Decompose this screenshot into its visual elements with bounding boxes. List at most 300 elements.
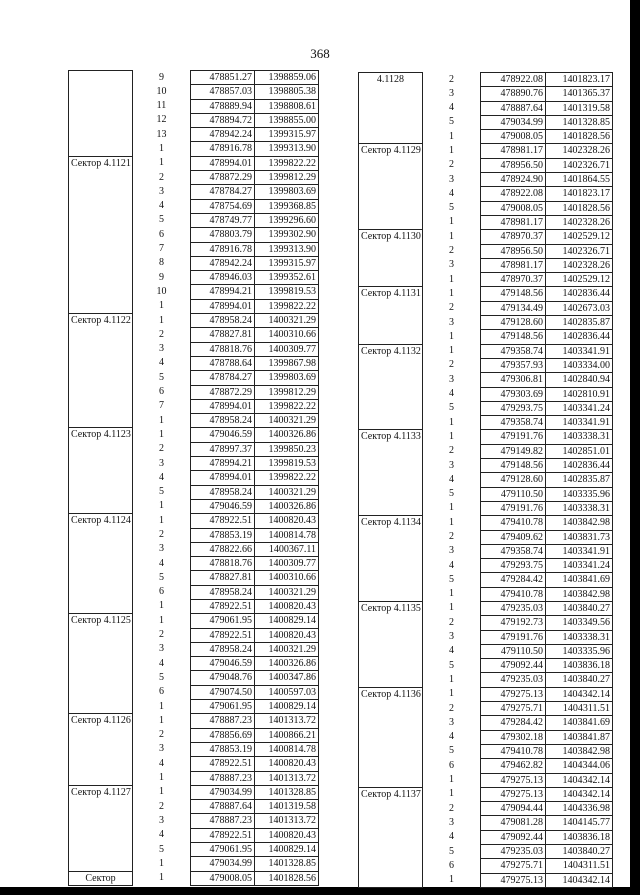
point-number: 6 bbox=[423, 759, 481, 773]
table-row bbox=[69, 71, 319, 85]
y-coordinate: 1403341.91 bbox=[546, 544, 613, 558]
point-number: 1 bbox=[423, 330, 481, 344]
point-number: 2 bbox=[423, 702, 481, 716]
x-coordinate: 479410.78 bbox=[481, 587, 546, 601]
point-number: 1 bbox=[133, 299, 191, 313]
page-number: 368 bbox=[310, 46, 330, 61]
point-number: 1 bbox=[133, 714, 191, 728]
y-coordinate: 1401328.85 bbox=[255, 857, 319, 871]
x-coordinate: 479046.59 bbox=[191, 428, 255, 442]
sector-label: Сектор 4.1124 bbox=[69, 514, 133, 614]
point-number: 1 bbox=[133, 414, 191, 428]
y-coordinate: 1399315.97 bbox=[255, 128, 319, 142]
point-number: 2 bbox=[423, 73, 481, 87]
y-coordinate: 1401313.72 bbox=[255, 814, 319, 828]
point-number: 4 bbox=[423, 101, 481, 115]
y-coordinate: 1403338.31 bbox=[546, 430, 613, 444]
x-coordinate: 479110.50 bbox=[481, 487, 546, 501]
y-coordinate: 1399822.22 bbox=[255, 399, 319, 413]
x-coordinate: 479235.03 bbox=[481, 601, 546, 615]
point-number: 2 bbox=[133, 171, 191, 185]
y-coordinate: 1404342.14 bbox=[546, 787, 613, 801]
y-coordinate: 1400597.03 bbox=[255, 685, 319, 699]
point-number: 4 bbox=[423, 730, 481, 744]
y-coordinate: 1399850.23 bbox=[255, 442, 319, 456]
x-coordinate: 478958.24 bbox=[191, 585, 255, 599]
y-coordinate: 1402840.94 bbox=[546, 373, 613, 387]
x-coordinate: 478822.66 bbox=[191, 542, 255, 556]
x-coordinate: 479094.44 bbox=[481, 802, 546, 816]
point-number: 3 bbox=[133, 642, 191, 656]
point-number: 1 bbox=[133, 871, 191, 885]
table-row bbox=[69, 156, 319, 170]
point-number: 1 bbox=[423, 501, 481, 515]
x-coordinate: 479148.56 bbox=[481, 330, 546, 344]
x-coordinate: 478924.90 bbox=[481, 173, 546, 187]
x-coordinate: 479034.99 bbox=[481, 115, 546, 129]
x-coordinate: 479046.59 bbox=[191, 499, 255, 513]
y-coordinate: 1403335.96 bbox=[546, 487, 613, 501]
point-number: 1 bbox=[133, 499, 191, 513]
x-coordinate: 478851.27 bbox=[191, 71, 255, 85]
point-number: 2 bbox=[423, 158, 481, 172]
x-coordinate: 479191.76 bbox=[481, 501, 546, 515]
point-number: 11 bbox=[133, 99, 191, 113]
y-coordinate: 1404342.14 bbox=[546, 873, 613, 887]
point-number: 2 bbox=[423, 244, 481, 258]
x-coordinate: 478942.24 bbox=[191, 256, 255, 270]
y-coordinate: 1401828.56 bbox=[546, 130, 613, 144]
x-coordinate: 479061.95 bbox=[191, 614, 255, 628]
point-number: 1 bbox=[423, 687, 481, 701]
point-number: 1 bbox=[423, 673, 481, 687]
x-coordinate: 478981.17 bbox=[481, 258, 546, 272]
point-number: 1 bbox=[133, 614, 191, 628]
x-coordinate: 479284.42 bbox=[481, 716, 546, 730]
point-number: 3 bbox=[133, 742, 191, 756]
x-coordinate: 479192.73 bbox=[481, 616, 546, 630]
y-coordinate: 1400814.78 bbox=[255, 742, 319, 756]
y-coordinate: 1400820.43 bbox=[255, 828, 319, 842]
y-coordinate: 1400321.29 bbox=[255, 414, 319, 428]
x-coordinate: 478970.37 bbox=[481, 230, 546, 244]
point-number: 1 bbox=[423, 587, 481, 601]
y-coordinate: 1403341.24 bbox=[546, 401, 613, 415]
y-coordinate: 1400321.29 bbox=[255, 585, 319, 599]
point-number: 2 bbox=[133, 800, 191, 814]
point-number: 4 bbox=[133, 471, 191, 485]
point-number: 4 bbox=[133, 199, 191, 213]
point-number: 5 bbox=[423, 201, 481, 215]
y-coordinate: 1402326.71 bbox=[546, 158, 613, 172]
y-coordinate: 1400820.43 bbox=[255, 599, 319, 613]
point-number: 1 bbox=[423, 873, 481, 887]
point-number: 5 bbox=[133, 843, 191, 857]
x-coordinate: 478818.76 bbox=[191, 342, 255, 356]
point-number: 5 bbox=[423, 401, 481, 415]
point-number: 1 bbox=[423, 516, 481, 530]
y-coordinate: 1403841.69 bbox=[546, 573, 613, 587]
y-coordinate: 1400829.14 bbox=[255, 614, 319, 628]
point-number: 3 bbox=[423, 459, 481, 473]
x-coordinate: 478994.21 bbox=[191, 457, 255, 471]
x-coordinate: 478922.51 bbox=[191, 628, 255, 642]
sector-label bbox=[69, 71, 133, 157]
point-number: 4 bbox=[423, 644, 481, 658]
x-coordinate: 478946.03 bbox=[191, 271, 255, 285]
y-coordinate: 1402836.44 bbox=[546, 330, 613, 344]
point-number: 2 bbox=[133, 442, 191, 456]
x-coordinate: 478856.69 bbox=[191, 728, 255, 742]
x-coordinate: 479306.81 bbox=[481, 373, 546, 387]
y-coordinate: 1400310.66 bbox=[255, 328, 319, 342]
x-coordinate: 479358.74 bbox=[481, 344, 546, 358]
point-number: 2 bbox=[133, 328, 191, 342]
point-number: 2 bbox=[423, 530, 481, 544]
y-coordinate: 1399368.85 bbox=[255, 199, 319, 213]
sector-label: Сектор 4.1125 bbox=[69, 614, 133, 714]
y-coordinate: 1402835.87 bbox=[546, 316, 613, 330]
x-coordinate: 479048.76 bbox=[191, 671, 255, 685]
point-number: 5 bbox=[423, 659, 481, 673]
point-number: 1 bbox=[133, 314, 191, 328]
x-coordinate: 479358.74 bbox=[481, 416, 546, 430]
point-number: 10 bbox=[133, 85, 191, 99]
x-coordinate: 479061.95 bbox=[191, 700, 255, 714]
point-number: 7 bbox=[133, 399, 191, 413]
point-number: 2 bbox=[423, 301, 481, 315]
x-coordinate: 479128.60 bbox=[481, 316, 546, 330]
y-coordinate: 1401328.85 bbox=[255, 785, 319, 799]
table-row bbox=[69, 614, 319, 628]
x-coordinate: 478981.17 bbox=[481, 215, 546, 229]
point-number: 1 bbox=[423, 287, 481, 301]
y-coordinate: 1403349.56 bbox=[546, 616, 613, 630]
y-coordinate: 1402851.01 bbox=[546, 444, 613, 458]
point-number: 1 bbox=[423, 144, 481, 158]
x-coordinate: 478922.51 bbox=[191, 757, 255, 771]
y-coordinate: 1403840.27 bbox=[546, 845, 613, 859]
sector-label: 4.1128 bbox=[359, 73, 423, 144]
x-coordinate: 478827.81 bbox=[191, 571, 255, 585]
y-coordinate: 1400820.43 bbox=[255, 628, 319, 642]
x-coordinate: 478872.29 bbox=[191, 385, 255, 399]
y-coordinate: 1398855.00 bbox=[255, 113, 319, 127]
x-coordinate: 478889.94 bbox=[191, 99, 255, 113]
point-number: 4 bbox=[133, 356, 191, 370]
sector-label: Сектор 4.1131 bbox=[359, 287, 423, 344]
x-coordinate: 478887.23 bbox=[191, 714, 255, 728]
x-coordinate: 478942.24 bbox=[191, 128, 255, 142]
x-coordinate: 478887.64 bbox=[481, 101, 546, 115]
y-coordinate: 1399867.98 bbox=[255, 356, 319, 370]
point-number: 3 bbox=[423, 630, 481, 644]
point-number: 6 bbox=[133, 585, 191, 599]
x-coordinate: 479275.71 bbox=[481, 859, 546, 873]
y-coordinate: 1401828.56 bbox=[546, 201, 613, 215]
x-coordinate: 478784.27 bbox=[191, 371, 255, 385]
y-coordinate: 1401313.72 bbox=[255, 714, 319, 728]
x-coordinate: 478916.78 bbox=[191, 142, 255, 156]
point-number: 5 bbox=[423, 573, 481, 587]
x-coordinate: 478754.69 bbox=[191, 199, 255, 213]
point-number: 2 bbox=[133, 728, 191, 742]
y-coordinate: 1400367.11 bbox=[255, 542, 319, 556]
table-row bbox=[69, 428, 319, 442]
x-coordinate: 479092.44 bbox=[481, 830, 546, 844]
y-coordinate: 1403836.18 bbox=[546, 659, 613, 673]
x-coordinate: 479092.44 bbox=[481, 659, 546, 673]
point-number: 5 bbox=[423, 845, 481, 859]
point-number: 1 bbox=[423, 601, 481, 615]
point-number: 2 bbox=[423, 444, 481, 458]
y-coordinate: 1404145.77 bbox=[546, 816, 613, 830]
point-number: 3 bbox=[423, 716, 481, 730]
y-coordinate: 1402836.44 bbox=[546, 459, 613, 473]
x-coordinate: 479191.76 bbox=[481, 430, 546, 444]
sector-label: Сектор bbox=[69, 871, 133, 885]
y-coordinate: 1401823.17 bbox=[546, 73, 613, 87]
y-coordinate: 1402529.12 bbox=[546, 230, 613, 244]
y-coordinate: 1401365.37 bbox=[546, 87, 613, 101]
point-number: 4 bbox=[423, 559, 481, 573]
point-number: 1 bbox=[423, 344, 481, 358]
x-coordinate: 478922.51 bbox=[191, 828, 255, 842]
y-coordinate: 1402328.26 bbox=[546, 144, 613, 158]
point-number: 1 bbox=[423, 230, 481, 244]
x-coordinate: 479275.13 bbox=[481, 773, 546, 787]
x-coordinate: 478853.19 bbox=[191, 528, 255, 542]
x-coordinate: 478887.64 bbox=[191, 800, 255, 814]
point-number: 3 bbox=[423, 373, 481, 387]
point-number: 2 bbox=[423, 358, 481, 372]
x-coordinate: 479110.50 bbox=[481, 644, 546, 658]
y-coordinate: 1403840.27 bbox=[546, 673, 613, 687]
x-coordinate: 478922.08 bbox=[481, 187, 546, 201]
x-coordinate: 479148.56 bbox=[481, 459, 546, 473]
point-number: 1 bbox=[133, 857, 191, 871]
point-number: 1 bbox=[133, 428, 191, 442]
y-coordinate: 1404344.06 bbox=[546, 759, 613, 773]
y-coordinate: 1400310.66 bbox=[255, 571, 319, 585]
y-coordinate: 1400321.29 bbox=[255, 642, 319, 656]
x-coordinate: 478818.76 bbox=[191, 557, 255, 571]
point-number: 6 bbox=[133, 385, 191, 399]
x-coordinate: 478994.01 bbox=[191, 399, 255, 413]
y-coordinate: 1402326.71 bbox=[546, 244, 613, 258]
sector-label: Сектор 4.1133 bbox=[359, 430, 423, 516]
y-coordinate: 1401313.72 bbox=[255, 771, 319, 785]
x-coordinate: 479284.42 bbox=[481, 573, 546, 587]
x-coordinate: 478994.21 bbox=[191, 285, 255, 299]
x-coordinate: 478788.64 bbox=[191, 356, 255, 370]
x-coordinate: 479074.50 bbox=[191, 685, 255, 699]
y-coordinate: 1399296.60 bbox=[255, 213, 319, 227]
point-number: 1 bbox=[423, 430, 481, 444]
x-coordinate: 479008.05 bbox=[481, 201, 546, 215]
point-number: 7 bbox=[133, 242, 191, 256]
y-coordinate: 1401319.58 bbox=[546, 101, 613, 115]
sector-label: Сектор 4.1135 bbox=[359, 601, 423, 687]
point-number: 5 bbox=[423, 744, 481, 758]
x-coordinate: 478887.23 bbox=[191, 771, 255, 785]
x-coordinate: 478857.03 bbox=[191, 85, 255, 99]
point-number: 4 bbox=[133, 757, 191, 771]
point-number: 9 bbox=[133, 271, 191, 285]
y-coordinate: 1399302.90 bbox=[255, 228, 319, 242]
y-coordinate: 1399812.29 bbox=[255, 171, 319, 185]
point-number: 5 bbox=[133, 671, 191, 685]
y-coordinate: 1401823.17 bbox=[546, 187, 613, 201]
x-coordinate: 479149.82 bbox=[481, 444, 546, 458]
x-coordinate: 479293.75 bbox=[481, 559, 546, 573]
y-coordinate: 1399803.69 bbox=[255, 371, 319, 385]
x-coordinate: 479235.03 bbox=[481, 673, 546, 687]
coordinates-table-left bbox=[68, 70, 319, 886]
y-coordinate: 1403841.69 bbox=[546, 716, 613, 730]
coordinates-table-right bbox=[358, 72, 613, 888]
y-coordinate: 1403840.27 bbox=[546, 601, 613, 615]
point-number: 3 bbox=[423, 258, 481, 272]
sector-label: Сектор 4.1127 bbox=[69, 785, 133, 871]
y-coordinate: 1401864.55 bbox=[546, 173, 613, 187]
y-coordinate: 1401828.56 bbox=[255, 871, 319, 885]
table-row bbox=[359, 430, 613, 444]
y-coordinate: 1400309.77 bbox=[255, 557, 319, 571]
sector-label: Сектор 4.1137 bbox=[359, 787, 423, 887]
scan-border-right bbox=[630, 0, 640, 895]
y-coordinate: 1404336.98 bbox=[546, 802, 613, 816]
sector-label: Сектор 4.1123 bbox=[69, 428, 133, 514]
point-number: 1 bbox=[423, 215, 481, 229]
point-number: 3 bbox=[133, 342, 191, 356]
x-coordinate: 478827.81 bbox=[191, 328, 255, 342]
point-number: 6 bbox=[133, 685, 191, 699]
x-coordinate: 479302.18 bbox=[481, 730, 546, 744]
table-row bbox=[69, 314, 319, 328]
y-coordinate: 1398808.61 bbox=[255, 99, 319, 113]
y-coordinate: 1402328.26 bbox=[546, 258, 613, 272]
point-number: 12 bbox=[133, 113, 191, 127]
x-coordinate: 478922.51 bbox=[191, 514, 255, 528]
y-coordinate: 1400326.86 bbox=[255, 657, 319, 671]
point-number: 1 bbox=[133, 700, 191, 714]
y-coordinate: 1403836.18 bbox=[546, 830, 613, 844]
x-coordinate: 478922.51 bbox=[191, 599, 255, 613]
point-number: 3 bbox=[133, 542, 191, 556]
y-coordinate: 1403335.96 bbox=[546, 644, 613, 658]
x-coordinate: 479410.78 bbox=[481, 744, 546, 758]
x-coordinate: 478994.01 bbox=[191, 471, 255, 485]
point-number: 4 bbox=[423, 830, 481, 844]
point-number: 9 bbox=[133, 71, 191, 85]
point-number: 3 bbox=[133, 814, 191, 828]
point-number: 3 bbox=[423, 173, 481, 187]
y-coordinate: 1400829.14 bbox=[255, 700, 319, 714]
y-coordinate: 1399352.61 bbox=[255, 271, 319, 285]
x-coordinate: 479128.60 bbox=[481, 473, 546, 487]
table-row bbox=[359, 287, 613, 301]
point-number: 1 bbox=[133, 142, 191, 156]
x-coordinate: 478803.79 bbox=[191, 228, 255, 242]
table-row bbox=[359, 516, 613, 530]
x-coordinate: 479148.56 bbox=[481, 287, 546, 301]
point-number: 5 bbox=[133, 371, 191, 385]
y-coordinate: 1402328.26 bbox=[546, 215, 613, 229]
y-coordinate: 1400820.43 bbox=[255, 514, 319, 528]
y-coordinate: 1403842.98 bbox=[546, 744, 613, 758]
y-coordinate: 1403841.87 bbox=[546, 730, 613, 744]
sector-label: Сектор 4.1122 bbox=[69, 314, 133, 428]
y-coordinate: 1402835.87 bbox=[546, 473, 613, 487]
y-coordinate: 1403338.31 bbox=[546, 501, 613, 515]
y-coordinate: 1404311.51 bbox=[546, 702, 613, 716]
y-coordinate: 1404342.14 bbox=[546, 773, 613, 787]
y-coordinate: 1399812.29 bbox=[255, 385, 319, 399]
table-row bbox=[359, 230, 613, 244]
y-coordinate: 1398859.06 bbox=[255, 71, 319, 85]
point-number: 1 bbox=[423, 787, 481, 801]
point-number: 5 bbox=[423, 115, 481, 129]
y-coordinate: 1399819.53 bbox=[255, 457, 319, 471]
y-coordinate: 1400829.14 bbox=[255, 843, 319, 857]
x-coordinate: 479409.62 bbox=[481, 530, 546, 544]
y-coordinate: 1399822.22 bbox=[255, 471, 319, 485]
point-number: 5 bbox=[133, 213, 191, 227]
x-coordinate: 478853.19 bbox=[191, 742, 255, 756]
table-row bbox=[69, 514, 319, 528]
table-row bbox=[69, 714, 319, 728]
x-coordinate: 479303.69 bbox=[481, 387, 546, 401]
y-coordinate: 1402836.44 bbox=[546, 287, 613, 301]
sector-label: Сектор 4.1134 bbox=[359, 516, 423, 602]
point-number: 4 bbox=[133, 657, 191, 671]
y-coordinate: 1402529.12 bbox=[546, 273, 613, 287]
y-coordinate: 1400321.29 bbox=[255, 314, 319, 328]
y-coordinate: 1399803.69 bbox=[255, 185, 319, 199]
point-number: 2 bbox=[133, 528, 191, 542]
x-coordinate: 478872.29 bbox=[191, 171, 255, 185]
point-number: 3 bbox=[423, 816, 481, 830]
x-coordinate: 478994.01 bbox=[191, 156, 255, 170]
x-coordinate: 479191.76 bbox=[481, 630, 546, 644]
x-coordinate: 478958.24 bbox=[191, 414, 255, 428]
x-coordinate: 479061.95 bbox=[191, 843, 255, 857]
y-coordinate: 1403341.24 bbox=[546, 559, 613, 573]
table-row bbox=[359, 144, 613, 158]
x-coordinate: 479410.78 bbox=[481, 516, 546, 530]
point-number: 1 bbox=[423, 273, 481, 287]
x-coordinate: 479275.13 bbox=[481, 873, 546, 887]
y-coordinate: 1404311.51 bbox=[546, 859, 613, 873]
x-coordinate: 479358.74 bbox=[481, 544, 546, 558]
point-number: 3 bbox=[423, 544, 481, 558]
point-number: 4 bbox=[423, 187, 481, 201]
point-number: 5 bbox=[423, 487, 481, 501]
table-row bbox=[69, 871, 319, 885]
y-coordinate: 1402673.03 bbox=[546, 301, 613, 315]
x-coordinate: 479034.99 bbox=[191, 785, 255, 799]
y-coordinate: 1400326.86 bbox=[255, 499, 319, 513]
x-coordinate: 479275.13 bbox=[481, 787, 546, 801]
y-coordinate: 1400326.86 bbox=[255, 428, 319, 442]
point-number: 1 bbox=[133, 599, 191, 613]
point-number: 8 bbox=[133, 256, 191, 270]
x-coordinate: 479275.13 bbox=[481, 687, 546, 701]
point-number: 5 bbox=[133, 571, 191, 585]
y-coordinate: 1404342.14 bbox=[546, 687, 613, 701]
table-row bbox=[359, 787, 613, 801]
